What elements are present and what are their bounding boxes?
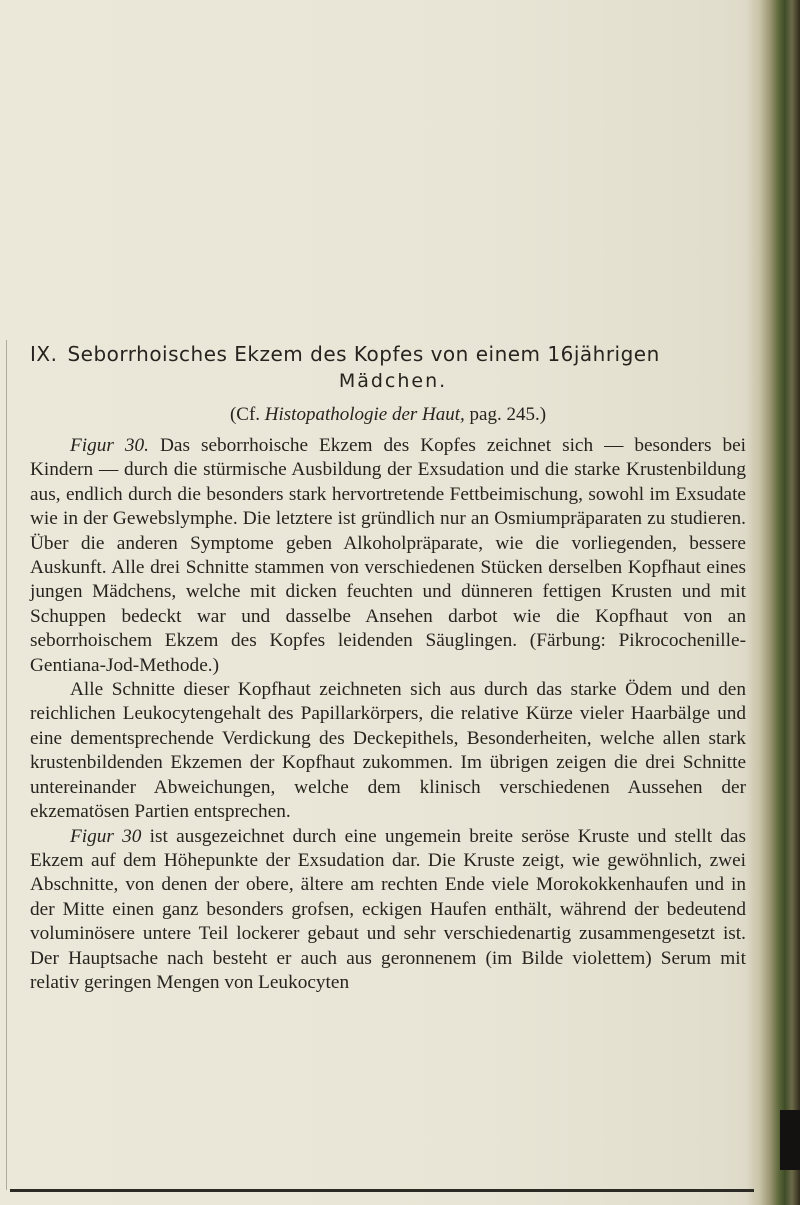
paragraph-3-text: ist ausgezeichnet durch eine ungemein breite seröse Kruste und stellt das Ekzem auf dem Höhepunkte der Exsudation dar. Die Kruste zeigt, wie gewöhnlich, zwei Abschnitte, von denen der obere, ältere am rechten Ende viele Morokokkenhaufen und in der Mitte einen ganz besonders grofsen, eckigen Haufen enthält, während der bedeutend voluminösere untere Teil lockerer gebaut und sehr verschiedenartig zusammengesetzt ist. Der Hauptsache nach besteht er auch aus geronnenem (im Bilde violettem) Serum mit relativ geringen Mengen von Leukocyten <box>30 825 746 993</box>
paragraph-1 <box>30 434 746 678</box>
paragraph-2 <box>30 678 746 824</box>
book-spine-edge <box>746 0 800 1205</box>
reference-open: (Cf. <box>229 404 261 425</box>
section-heading <box>30 340 746 368</box>
paragraph-3 <box>30 825 746 996</box>
paragraph-1-lead: Figur 30. <box>70 435 149 456</box>
section-title-line1: Seborrhoisches Ekzem des Kopfes von einem 16jährigen <box>67 342 660 366</box>
reference-note <box>30 402 746 428</box>
paragraph-3-lead: Figur 30 <box>70 825 142 847</box>
paragraph-2-text: Alle Schnitte dieser Kopfhaut zeichneten sich aus durch das starke Ödem und den reichlichen Leukocytengehalt des Papillarkörpers, die relative Kürze vieler Haarbälge und eine dementsprechende Verdickung des Deckepithels, Besonderheiten, welche allen stark krustenbildenden Ekzemen der Kopfhaut zukommen. Im übrigen zeigen die drei Schnitte untereinander Abweichungen, welche dem klinisch verschiedenen Aussehen der ekzematösen Partien entsprechen. <box>30 679 746 823</box>
reference-book-title: Histopathologie der Haut, <box>264 404 465 425</box>
reference-page: pag. 245.) <box>469 404 547 425</box>
section-number: IX. <box>30 342 58 366</box>
paragraph-1-text: Das seborrhoische Ekzem des Kopfes zeichnet sich — besonders bei Kindern — durch die stürmische Ausbildung der Exsudation und die starke Krustenbildung aus, endlich durch die besonders stark hervortretende Fettbeimischung, sowohl im Exsudate wie in der Gewebslymphe. Die letztere ist gründlich nur an Osmiumpräparaten zu studieren. Über die anderen Symptome geben Alkoholpräparate, wie die vorliegenden, bessere Auskunft. Alle drei Schnitte stammen von verschiedenen Stücken derselben Kopfhaut eines jungen Mädchens, welche mit dicken feuchten und dünneren fettigen Krusten und mit Schuppen bedeckt war und dasselbe Ansehen darbot wie die Kopfhaut von an seborrhoischem Ekzem des Kopfes leidenden Säuglingen. (Färbung: Pikrocochenille-Gentiana-Jod-Methode.) <box>30 435 746 676</box>
spine-shadow <box>780 1110 800 1170</box>
text-block <box>30 340 746 995</box>
page-left-edge <box>6 340 7 1190</box>
section-title-line2: Mädchen. <box>338 370 448 392</box>
bottom-page-edge <box>10 1189 754 1192</box>
